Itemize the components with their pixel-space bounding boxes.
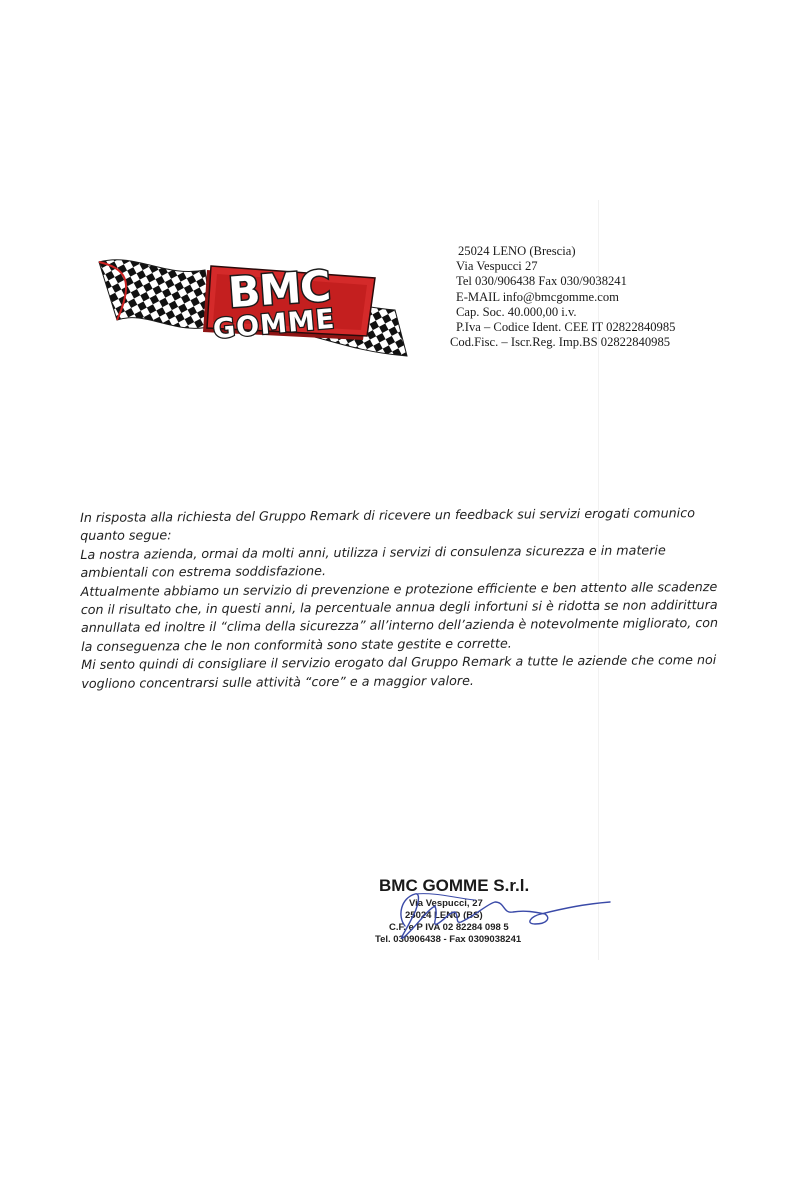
- body-line: Attualmente abbiamo un servizio di prevenzione e protezione efficiente e ben attento alle scadenze: [80, 578, 718, 599]
- stamp-company-name: BMC GOMME S.r.l.: [379, 876, 530, 895]
- logo-text-srl: S.r.l.: [373, 291, 383, 306]
- body-line: annullata ed inoltre il “clima della sicurezza” all’interno dell’azienda è notevolmente migliorato, con: [80, 615, 719, 636]
- stamp-vat: C.F. e P IVA 02 82284 098 5: [389, 922, 509, 933]
- company-header-info: [450, 244, 750, 350]
- header-email: E-MAIL info@bmcgomme.com: [456, 289, 619, 304]
- checkered-flag-icon: [95, 240, 415, 365]
- header-vat: P.Iva – Codice Ident. CEE IT 02822840985: [456, 320, 676, 335]
- body-line: la conseguenza che le non conformità sono state gestite e corrette.: [81, 635, 512, 654]
- bmc-gomme-logo: [95, 240, 415, 365]
- stamp-phone-fax: Tel. 030906438 - Fax 0309038241: [375, 934, 522, 945]
- header-address-street: Via Vespucci 27: [456, 259, 538, 274]
- header-tax-code: Cod.Fisc. – Iscr.Reg. Imp.BS 02822840985: [450, 335, 671, 350]
- logo-text-bmc: BMC: [226, 261, 332, 318]
- body-line: La nostra azienda, ormai da molti anni, utilizza i servizi di consulenza sicurezza e in materie: [80, 542, 666, 562]
- body-line: vogliono concentrarsi sulle attività “core” e a maggior valore.: [81, 672, 474, 691]
- body-line: con il risultato che, in questi anni, la percentuale annua degli infortuni si è ridotta se non addirittura: [80, 597, 718, 618]
- body-line: Mi sento quindi di consigliare il servizio erogato dal Gruppo Remark a tutte le aziende che come noi: [81, 652, 717, 673]
- header-phone-fax: Tel 030/906438 Fax 030/9038241: [456, 274, 627, 289]
- body-line: In risposta alla richiesta del Gruppo Remark di ricevere un feedback sui servizi erogati comunico: [80, 505, 695, 525]
- body-line: quanto segue:: [80, 527, 172, 544]
- company-stamp: [375, 876, 615, 956]
- logo-text-gomme: GOMME: [211, 303, 337, 346]
- letter-body: [80, 504, 721, 693]
- stamp-address: Via Vespucci, 27: [409, 898, 483, 909]
- header-address-city: 25024 LENO (Brescia): [458, 244, 576, 258]
- header-share-capital: Cap. Soc. 40.000,00 i.v.: [456, 304, 577, 319]
- body-line: ambientali con estrema soddisfazione.: [80, 563, 327, 581]
- stamp-city: 25024 LENO (BS): [405, 910, 483, 921]
